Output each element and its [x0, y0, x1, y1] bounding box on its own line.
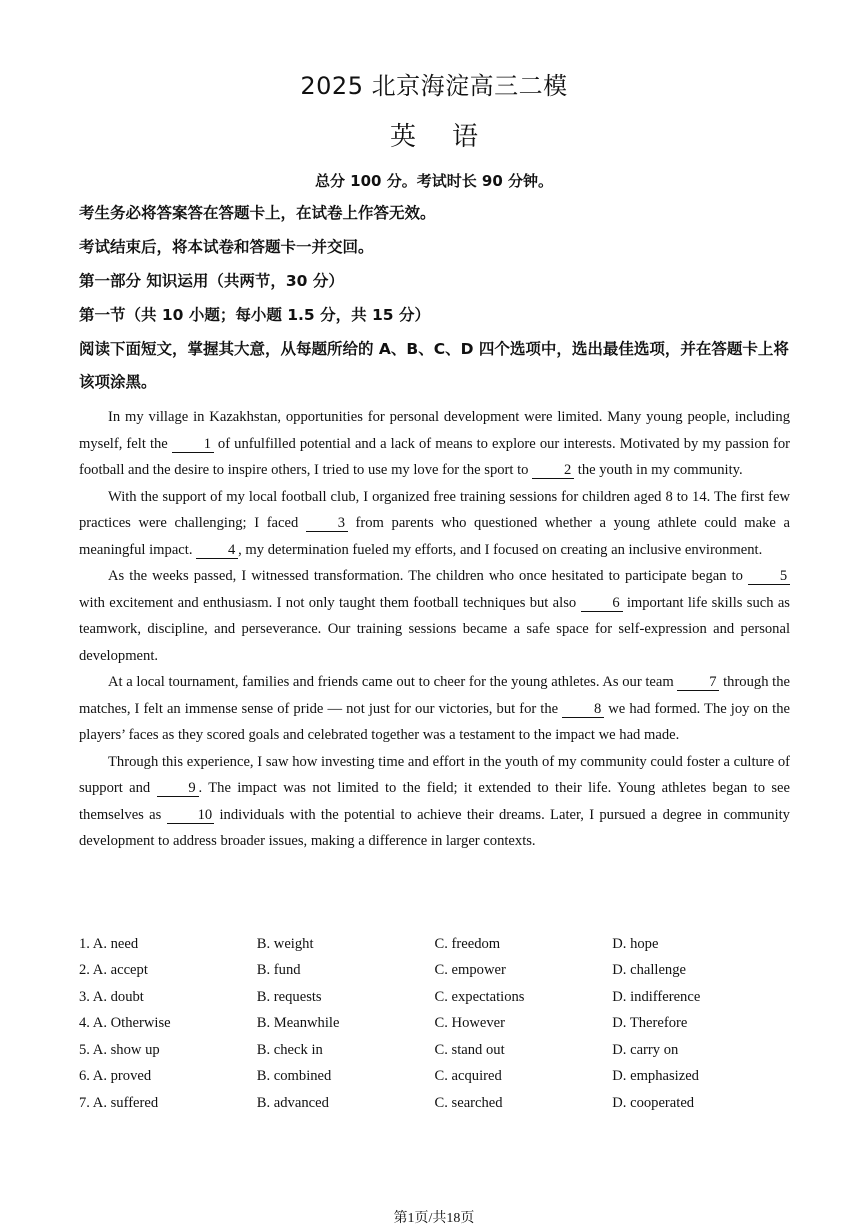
paragraph-text: important life skills such as teamwork, discipline, and perseverance. Our training sessions became a safe space for self-expression and personal development.: [79, 594, 790, 664]
score-note: 总分 100 分。考试时长 90 分钟。: [314, 172, 554, 190]
section-heading-section1: 第一节（共 10 小题；每小题 1.5 分，共 15 分）: [79, 306, 430, 324]
blank-4: 4: [196, 542, 238, 559]
paragraph-text: , my determination fueled my efforts, and I focused on creating an inclusive environment.: [238, 541, 763, 558]
blank-3: 3: [306, 515, 348, 532]
paragraph-text: with excitement and enthusiasm. I not only taught them football techniques but also: [79, 594, 581, 611]
option-3c: C. expectations: [434, 988, 525, 1005]
blank-5: 5: [748, 568, 790, 585]
option-2c: C. empower: [434, 962, 506, 979]
option-4a: 4. A. Otherwise: [79, 1015, 171, 1032]
option-3d: D. indifference: [612, 988, 701, 1005]
option-7d: D. cooperated: [612, 1094, 695, 1111]
passage-paragraph-1: [79, 404, 790, 484]
option-4c: C. However: [434, 1015, 506, 1032]
answer-options: [79, 931, 790, 1117]
option-row-7: [79, 1090, 790, 1117]
option-1d: D. hope: [612, 935, 659, 952]
exam-title: 2025 北京海淀高三二模: [300, 72, 568, 100]
option-4b: B. Meanwhile: [256, 1015, 340, 1032]
option-5c: C. stand out: [434, 1041, 505, 1058]
page-number: 第1页/共18页: [393, 1211, 475, 1226]
paragraph-text: individuals with the potential to achieve their dreams. Later, I pursued a degree in community development to address broader issues, making a difference in larger contexts.: [79, 806, 790, 849]
option-2d: D. challenge: [612, 962, 686, 979]
option-5a: 5. A. show up: [79, 1041, 160, 1058]
option-6d: D. emphasized: [612, 1068, 699, 1085]
option-5b: B. check in: [256, 1041, 323, 1058]
option-3a: 3. A. doubt: [79, 988, 144, 1005]
paragraph-text: through the matches, I felt an immense sense of pride — not just for our victories, but for the: [79, 674, 790, 717]
subject-title: 英语: [389, 122, 514, 152]
option-row-5: [79, 1037, 790, 1064]
option-6a: 6. A. proved: [79, 1068, 152, 1085]
option-row-3: [79, 984, 790, 1011]
instruction-hand-in: 考试结束后，将本试卷和答题卡一并交回。: [79, 238, 374, 256]
paragraph-text: At a local tournament, families and friends came out to cheer for the young athletes. As our team: [108, 674, 678, 690]
option-row-1: [79, 931, 790, 958]
option-1b: B. weight: [256, 935, 314, 952]
option-7c: C. searched: [434, 1094, 503, 1111]
option-row-2: [79, 958, 790, 985]
option-6c: C. acquired: [434, 1068, 502, 1085]
option-2a: 2. A. accept: [79, 962, 148, 979]
paragraph-text: we had formed. The joy on the players’ faces as they scored goals and celebrated together was a testament to the impact we had made.: [79, 700, 790, 743]
blank-9: 9: [157, 780, 199, 797]
option-7a: 7. A. suffered: [79, 1094, 159, 1111]
paragraph-text: Through this experience, I saw how investing time and effort in the youth of my community could foster a culture of support and: [79, 753, 790, 796]
option-row-4: [79, 1011, 790, 1038]
option-2b: B. fund: [256, 962, 301, 979]
paragraph-text: In my village in Kazakhstan, opportunities for personal development were limited. Many young people, including myself, felt the: [79, 409, 790, 452]
blank-2: 2: [532, 462, 574, 479]
paragraph-text: the youth in my community.: [574, 462, 743, 478]
paragraph-text: of unfulfilled potential and a lack of means to explore our interests. Motivated by my passion for football and the desire to inspire others, I tried to use my love for the sport to: [79, 435, 791, 478]
passage-paragraph-5: [79, 749, 790, 855]
cloze-passage: [79, 404, 790, 855]
section-heading-part1: 第一部分 知识运用（共两节，30 分）: [79, 272, 344, 290]
instruction-answer-sheet: 考生务必将答案答在答题卡上，在试卷上作答无效。: [79, 204, 436, 222]
option-1c: C. freedom: [434, 935, 501, 952]
passage-paragraph-3: [79, 563, 790, 669]
blank-8: 8: [562, 701, 604, 718]
paragraph-text: With the support of my local football club, I organized free training sessions for children aged 8 to 14. The first few practices were challenging; I faced: [79, 488, 790, 531]
option-row-6: [79, 1064, 790, 1091]
blank-10: 10: [167, 807, 215, 824]
option-3b: B. requests: [256, 988, 322, 1005]
passage-paragraph-4: [79, 669, 790, 749]
option-5d: D. carry on: [612, 1041, 679, 1058]
option-7b: B. advanced: [256, 1094, 329, 1111]
paragraph-text: from parents who questioned whether a young athlete could make a meaningful impact.: [79, 515, 790, 558]
option-6b: B. combined: [256, 1068, 332, 1085]
paragraph-text: As the weeks passed, I witnessed transformation. The children who once hesitated to participate began to: [108, 568, 748, 584]
option-1a: 1. A. need: [79, 935, 139, 952]
blank-7: 7: [677, 674, 719, 691]
paragraph-text: . The impact was not limited to the field; it extended to their life. Young athletes began to see themselves as: [79, 780, 790, 823]
blank-1: 1: [172, 436, 214, 453]
option-4d: D. Therefore: [612, 1015, 688, 1032]
blank-6: 6: [581, 595, 623, 612]
task-instruction: 阅读下面短文，掌握其大意，从每题所给的 A、B、C、D 四个选项中，选出最佳选项，并在答题卡上将该项涂黑。: [79, 340, 789, 391]
passage-paragraph-2: [79, 484, 790, 564]
